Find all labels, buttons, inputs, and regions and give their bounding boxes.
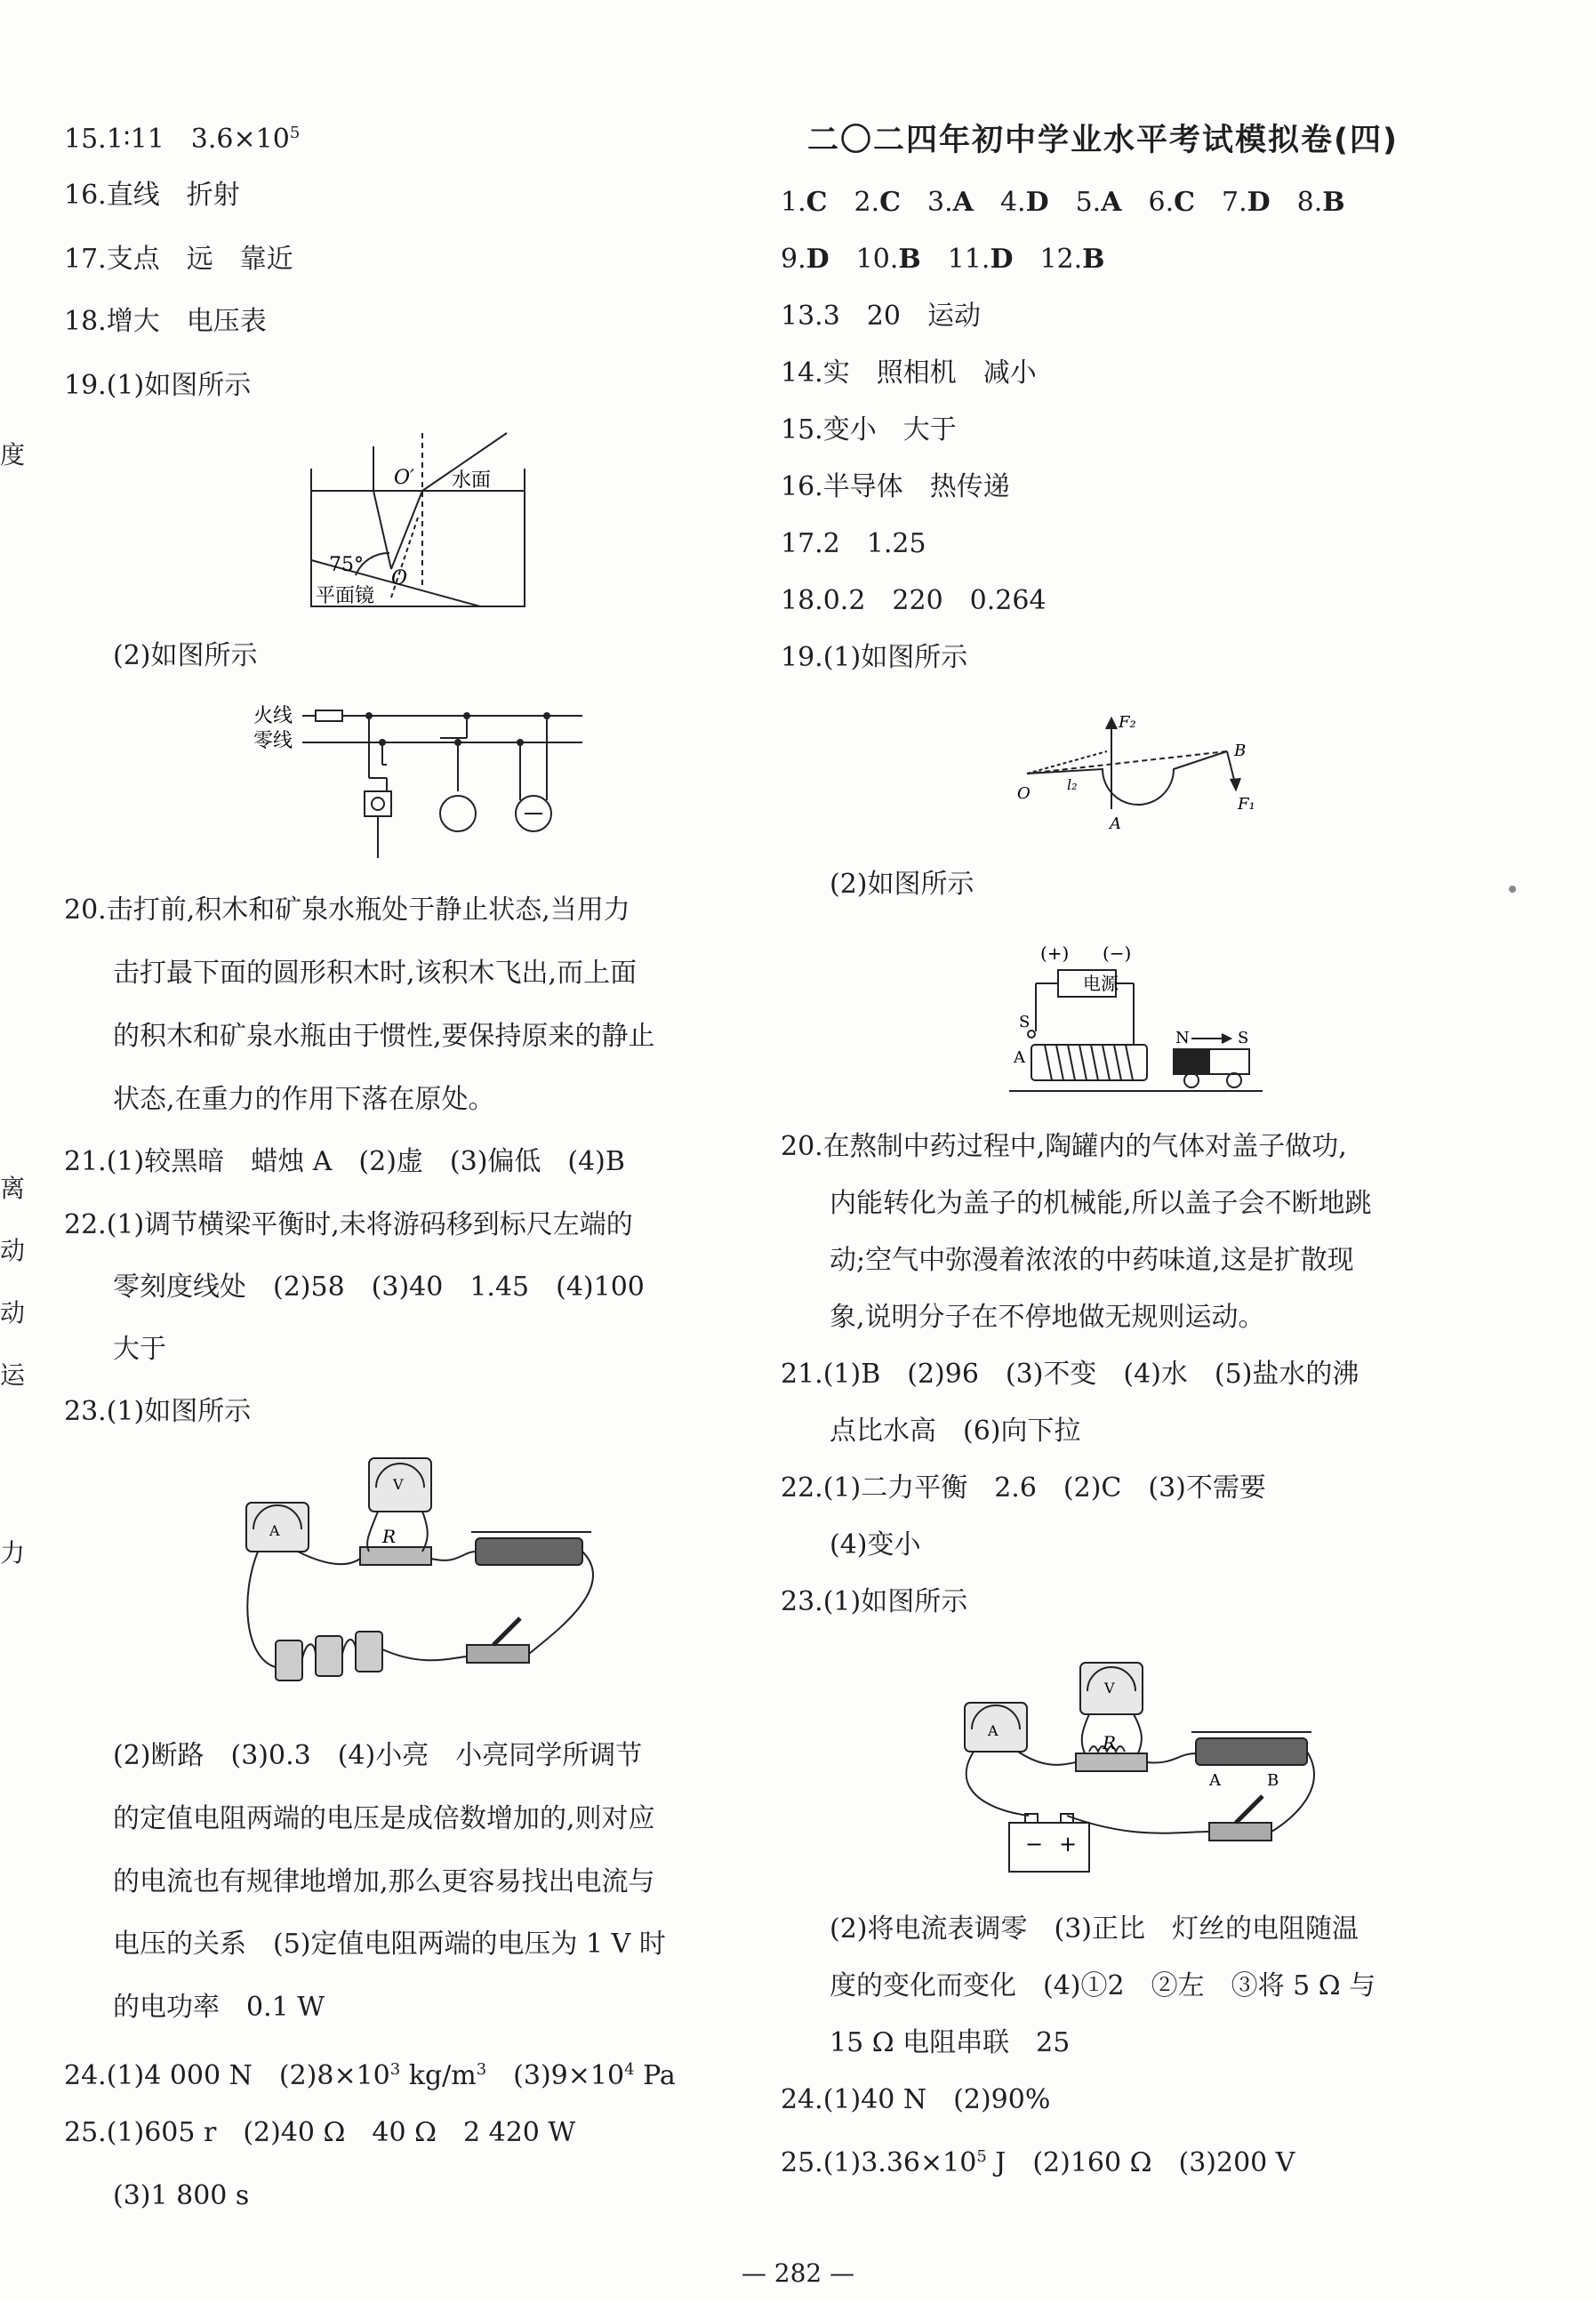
edge-char: 度 [0,440,26,469]
answer-23-rest-line1: (2)断路 (3)0.3 (4)小亮 小亮同学所调节 [113,1740,643,1771]
label-ammeter: A [988,1722,999,1739]
label-o: O [391,567,408,590]
answer-23-rest-line3: 的电流也有规律地增加,那么更容易找出电流与 [113,1866,655,1897]
label-neutral-wire: 零线 [253,730,293,752]
superscript: 4 [624,2060,635,2079]
household-circuit-figure [253,702,591,870]
label-resistor: R [382,1526,397,1547]
label-plane-mirror: 平面镜 [316,585,375,607]
answer-24: 24.(1)4 000 N $(2)8\times 10^3$ $kg/m^3$ $(3)9\times 10^4$ Pa [64,2060,676,2091]
answer-17: 17.支点 远 靠近 [64,244,293,275]
answer-22-line1: 22.(1)调节横梁平衡时,未将游码移到标尺左端的 [64,1209,633,1240]
circuit-wiring-figure [236,1454,618,1701]
answer-19-2: (2)如图所示 [113,640,258,671]
mc-row-2: 9.D 10.B 11.D 12.B [781,244,1105,275]
edge-char: 运 [0,1360,26,1390]
answer-r20-line2: 内能转化为盖子的机械能,所以盖子会不断地跳 [830,1188,1372,1219]
answer-r20-line4: 象,说明分子在不停地做无规则运动。 [830,1302,1265,1333]
rheostat [476,1538,582,1565]
scan-speck [1509,886,1516,893]
answer-22-line3: 大于 [113,1334,166,1365]
superscript: 3 [476,2060,487,2079]
answer-r21-line1: 21.(1)B (2)96 (3)不变 (4)水 (5)盐水的沸 [781,1359,1359,1390]
answer-18: 18.增大 电压表 [64,306,267,337]
label-power-supply: 电源 [1083,973,1119,994]
answer-19-1: 19.(1)如图所示 [64,370,252,401]
resistor-block [360,1547,431,1565]
answer-20-line4: 状态,在重力的作用下落在原处。 [113,1084,495,1115]
answer-21: 21.(1)较黑暗 蜡烛 A (2)虚 (3)偏低 (4)B [64,1146,625,1177]
superscript: 5 [976,2147,987,2166]
light-bulb [440,796,476,831]
battery-2 [316,1636,342,1676]
answer-r22-line1: 22.(1)二力平衡 2.6 (2)C (3)不需要 [781,1472,1266,1504]
label-b: B [1267,1771,1279,1790]
lever [1027,751,1227,805]
exam-title: 二〇二四年初中学业水平考试模拟卷(四) [807,123,1399,158]
label-f2: F₂ [1119,713,1136,732]
answer-25: 25.(1)605 r (2)40 Ω 40 Ω 2 420 W [64,2117,576,2148]
label-o-prime: O′ [394,467,415,489]
answer-23-rest-line5: 的电功率 0.1 W [113,1992,325,2023]
answer-r23-rest-line3: 15 Ω 电阻串联 25 [830,2027,1071,2058]
answer-20-line1: 20.击打前,积木和矿泉水瓶处于静止状态,当用力 [64,894,630,926]
battery-3 [356,1632,382,1672]
label-negative: − [1025,1832,1044,1857]
label-a: A [1014,1048,1025,1067]
label-f1: F₁ [1238,795,1255,814]
answer-r25: $25.(1)3.36\times 10^5$ J (2)160 Ω (3)200 V [781,2147,1295,2178]
resistor-block [1076,1753,1147,1771]
label-l2: l₂ [1067,776,1078,793]
answer-25-3: (3)1 800 s [113,2180,250,2211]
label-voltmeter: V [1104,1680,1115,1696]
label-live-wire: 火线 [253,705,293,727]
socket [365,791,391,816]
battery-box [1009,1823,1089,1872]
edge-char: 动 [0,1298,26,1327]
answer-22-line2: 零刻度线处 (2)58 (3)40 1.45 (4)100 [113,1271,645,1303]
battery-1 [276,1640,302,1680]
answer-r19-2: (2)如图所示 [830,869,974,900]
label-positive: + [1059,1832,1078,1857]
label-angle: 75° [329,554,364,576]
answer-16: 16.直线 折射 [64,180,240,211]
mc-row-1: 1.C 2.C 3.A 4.D 5.A 6.C 7.D 8.B [781,187,1345,218]
answer-15: 15.1∶11 $3.6\times 10^5$ [64,124,301,155]
label-a: A [1209,1771,1221,1790]
answer-20-line2: 击打最下面的圆形积木时,该积木飞出,而上面 [113,958,638,989]
answer-r22-line2: (4)变小 [830,1529,921,1560]
label-a: A [1110,814,1121,833]
label-b: B [1234,742,1247,760]
switch-s [1028,1031,1035,1038]
label-ammeter: A [269,1522,280,1539]
reflection-refraction-figure [302,429,542,622]
page-number: — 282 — [741,2258,855,2288]
label-resistor: R [1103,1732,1117,1753]
lever-arm-line [1027,751,1227,774]
superscript: 3 [389,2060,401,2079]
circuit-battery-figure [956,1654,1320,1892]
answer-r24: 24.(1)40 N (2)90% [781,2084,1051,2115]
answer-r13: 13.3 20 运动 [781,301,981,332]
answer-r23-1: 23.(1)如图所示 [781,1586,968,1617]
refracted-ray [373,491,391,569]
answer-r18: 18.0.2 220 0.264 [781,585,1047,616]
answer-r23-rest-line2: 度的变化而变化 (4)①2 ②左 ③将 5 Ω 与 [830,1970,1376,2001]
label-south-pole: S [1238,1029,1249,1047]
answer-r14: 14.实 照相机 减小 [781,357,1037,389]
label-switch-s: S [1019,1013,1031,1031]
edge-char: 动 [0,1236,26,1265]
answer-23-1: 23.(1)如图所示 [64,1396,252,1427]
label-negative: (−) [1103,942,1132,964]
reflected-ray [391,491,422,569]
answer-r20-line3: 动;空气中弥漫着浓浓的中药味道,这是扩散现 [830,1245,1354,1276]
answer-r20-line1: 20.在熬制中药过程中,陶罐内的气体对盖子做功, [781,1131,1347,1162]
lever-figure [1014,711,1271,852]
fuse [316,710,342,721]
answer-r17: 17.2 1.25 [781,528,926,559]
answer-23-rest-line2: 的定值电阻两端的电压是成倍数增加的,则对应 [113,1803,655,1834]
answer-r21-line2: 点比水高 (6)向下拉 [830,1416,1081,1447]
answer-r19-1: 19.(1)如图所示 [781,642,968,673]
answer-r16: 16.半导体 热传递 [781,471,1010,502]
answer-r15: 15.变小 大于 [781,414,957,445]
switch [467,1645,529,1663]
electromagnet-figure [1005,938,1271,1105]
label-o: O [1017,784,1031,803]
label-north-pole: N [1175,1029,1190,1047]
switch [1209,1823,1271,1841]
label-water-surface: 水面 [452,469,492,492]
superscript: 5 [289,124,301,142]
answer-20-line3: 的积木和矿泉水瓶由于惯性,要保持原来的静止 [113,1021,655,1052]
edge-char: 离 [0,1174,26,1203]
answer-23-rest-line4: 电压的关系 (5)定值电阻两端的电压为 1 V 时 [113,1929,666,1960]
edge-char: 力 [0,1538,26,1568]
label-voltmeter: V [393,1476,404,1493]
label-positive: (+) [1040,942,1070,964]
answer-r23-rest-line1: (2)将电流表调零 (3)正比 灯丝的电阻随温 [830,1913,1359,1945]
rheostat [1196,1738,1307,1765]
